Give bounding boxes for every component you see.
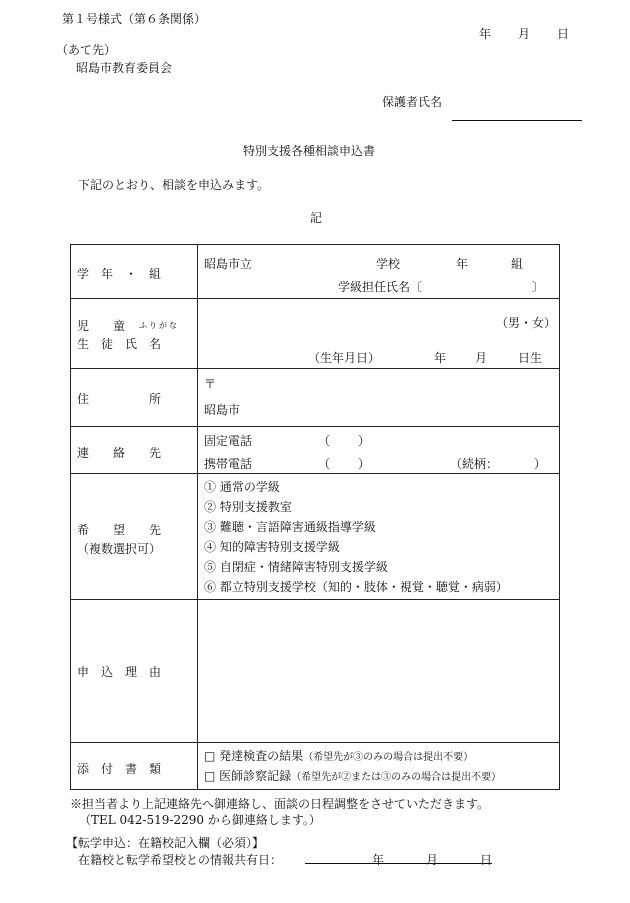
address-value-cell[interactable] xyxy=(198,369,560,427)
mobile-paren-open: （ xyxy=(318,457,331,471)
contact-row xyxy=(71,427,560,474)
grade-row xyxy=(71,245,560,299)
hope-value-cell xyxy=(198,474,560,600)
share-date-field[interactable] xyxy=(305,863,492,864)
share-day: 日 xyxy=(480,853,493,867)
contact-value-cell[interactable] xyxy=(198,427,560,474)
grade-label-cell xyxy=(71,245,198,299)
mobile-paren-close: ） xyxy=(358,457,371,471)
addressee: 昭島市教育委員会 xyxy=(76,61,173,75)
ki-marker: 記 xyxy=(310,211,323,225)
hope-label-line1: 希 望 先 xyxy=(77,523,162,537)
grade-class: 組 xyxy=(511,257,524,271)
child-label-cell xyxy=(71,299,198,369)
landline-paren-open: （ xyxy=(318,434,331,448)
reason-field[interactable] xyxy=(198,600,560,743)
share-month: 月 xyxy=(426,853,439,867)
contact-note: ※担当者より上記連絡先へ御連絡し、面談の日程調整をさせていただきます。 xyxy=(70,797,490,811)
landline-paren-close: ） xyxy=(358,434,371,448)
address-label-cell xyxy=(71,369,198,427)
grade-value-cell[interactable] xyxy=(198,245,560,299)
checkbox-icon[interactable]: □ xyxy=(204,769,216,783)
tel-note: （TEL 042-519-2290 から御連絡します。） xyxy=(79,813,321,827)
teacher-close: 〕 xyxy=(532,280,545,294)
attachment-note: （希望先が②または③のみの場合は提出不要） xyxy=(291,772,502,783)
attachment-name: 発達検査の結果 xyxy=(219,749,304,763)
guardian-name-field[interactable] xyxy=(452,120,582,121)
child-value-cell[interactable] xyxy=(198,299,560,369)
child-row xyxy=(71,299,560,369)
date-year: 年 xyxy=(479,27,492,41)
reason-label: 申 込 理 由 xyxy=(77,665,162,679)
grade-prefix: 昭島市立 xyxy=(204,257,253,271)
address-label: 住 所 xyxy=(77,392,162,406)
address-row xyxy=(71,369,560,427)
hope-label-cell xyxy=(71,474,198,600)
teacher-label: 学級担任氏名〔 xyxy=(338,280,423,294)
date-month: 月 xyxy=(518,27,531,41)
furigana-label: ふりがな xyxy=(139,321,179,330)
hope-option-4[interactable]: ④ 知的障害特別支援学級 xyxy=(204,540,340,554)
attachments-label-cell xyxy=(71,743,198,790)
grade-year: 年 xyxy=(456,257,469,271)
attachments-label: 添 付 書 類 xyxy=(77,762,162,776)
landline-label: 固定電話 xyxy=(204,434,253,448)
attachment-item-2 xyxy=(204,767,501,784)
transfer-title: 【転学申込：在籍校記入欄（必須）】 xyxy=(66,836,265,850)
guardian-name-label: 保護者氏名 xyxy=(382,95,443,109)
hope-option-6[interactable]: ⑥ 都立特別支援学校（知的・肢体・視覚・聴覚・病弱） xyxy=(204,580,508,594)
date-day: 日 xyxy=(557,27,570,41)
relation-label: （続柄： xyxy=(450,457,499,471)
attachment-note: （希望先が③のみの場合は提出不要） xyxy=(303,752,474,763)
relation-close: ） xyxy=(534,457,547,471)
checkbox-icon[interactable]: □ xyxy=(204,749,216,763)
grade-school: 学校 xyxy=(376,257,401,271)
form-number: 第１号様式（第６条関係） xyxy=(62,12,207,26)
hope-option-3[interactable]: ③ 難聴・言語障害通級指導学級 xyxy=(204,520,376,534)
attachments-value-cell xyxy=(198,743,560,790)
attachment-item-1 xyxy=(204,747,473,764)
hope-option-5[interactable]: ⑤ 自閉症・情緒障害特別支援学級 xyxy=(204,560,388,574)
addressee-label: （あて先） xyxy=(56,43,117,57)
share-date-label: 在籍校と転学希望校との情報共有日： xyxy=(78,853,283,867)
address-city: 昭島市 xyxy=(204,403,241,417)
sex-choice: （男・女） xyxy=(496,316,557,330)
hope-row xyxy=(71,474,560,600)
child-label-line1: 児 童 xyxy=(77,319,126,333)
mobile-label: 携帯電話 xyxy=(204,457,253,471)
attachment-name: 医師診察記録 xyxy=(219,769,292,783)
form-title: 特別支援各種相談申込書 xyxy=(243,144,376,158)
intro-text: 下記のとおり、相談を申込みます。 xyxy=(78,178,270,192)
birth-month: 月 xyxy=(475,351,488,365)
birth-day: 日生 xyxy=(518,351,543,365)
contact-label: 連 絡 先 xyxy=(77,446,162,460)
hope-label-line2: （複数選択可） xyxy=(77,542,162,556)
hope-option-1[interactable]: ① 通常の学級 xyxy=(204,480,280,494)
attachments-row xyxy=(71,743,560,790)
child-label-line2: 生 徒 氏 名 xyxy=(77,337,162,351)
reason-label-cell xyxy=(71,600,198,743)
birth-label: （生年月日） xyxy=(308,351,381,365)
reason-row xyxy=(71,600,560,743)
hope-option-2[interactable]: ② 特別支援教室 xyxy=(204,500,292,514)
share-year: 年 xyxy=(372,853,385,867)
postal-mark: 〒 xyxy=(204,377,217,391)
contact-label-cell xyxy=(71,427,198,474)
application-table xyxy=(70,244,560,790)
grade-label: 学 年 ・ 組 xyxy=(77,267,162,281)
birth-year: 年 xyxy=(434,351,447,365)
